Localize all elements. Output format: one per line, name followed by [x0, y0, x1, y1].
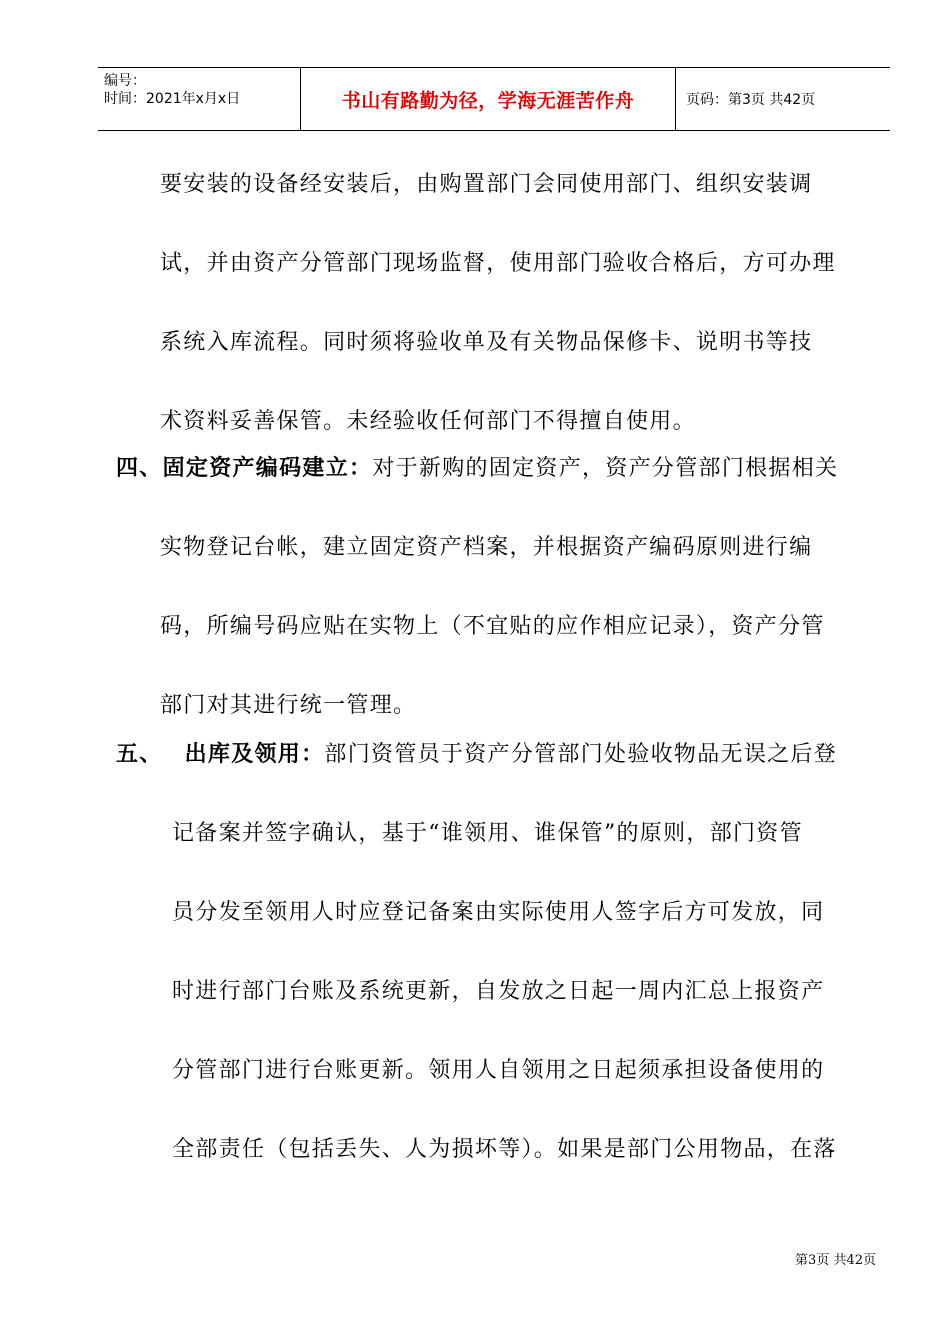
time-label: 时间：2021年x月x日 [104, 91, 241, 107]
text-line: 分管部门进行台账更新。领用人自领用之日起须承担设备使用的 [172, 1058, 825, 1083]
text-run: 部门资管员于资产分管部门处验收物品无误之后登 [324, 742, 838, 767]
paragraph-acceptance [160, 145, 836, 461]
header-meta [98, 68, 301, 130]
text-line: 术资料妥善保管。未经验收任何部门不得擅自使用。 [160, 409, 696, 434]
text-run: 对于新购的固定资产，资产分管部门根据相关 [372, 456, 839, 481]
section-four-heading: 四、固定资产编码建立： [116, 455, 373, 481]
section-four-first-line [116, 429, 838, 508]
section-five [116, 715, 837, 1189]
section-four [116, 429, 838, 745]
section-five-first-line [116, 715, 837, 794]
text-line: 部门对其进行统一管理。 [160, 693, 417, 718]
text-line: 全部责任（包括丢失、人为损坏等）。如果是部门公用物品，在落 [172, 1137, 837, 1162]
text-line: 试，并由资产分管部门现场监督，使用部门验收合格后，方可办理 [160, 251, 836, 276]
page-footer: 第3页 共42页 [795, 1253, 876, 1268]
text-line: 员分发至领用人时应登记备案由实际使用人签字后方可发放，同 [172, 900, 825, 925]
number-label: 编号： [104, 73, 146, 89]
header-page-info: 页码：第3页 共42页 [686, 92, 816, 108]
section-five-heading: 出库及领用： [184, 741, 325, 767]
text-line: 系统入库流程。同时须将验收单及有关物品保修卡、说明书等技 [160, 330, 813, 355]
text-line: 要安装的设备经安装后，由购置部门会同使用部门、组织安装调 [160, 172, 813, 197]
section-five-number: 五、 [116, 741, 163, 767]
header-motto: 书山有路勤为径，学海无涯苦作舟 [301, 68, 676, 130]
text-line: 实物登记台帐，建立固定资产档案，并根据资产编码原则进行编 [160, 535, 813, 560]
text-line: 记备案并签字确认，基于“谁领用、谁保管”的原则，部门资管 [172, 821, 803, 846]
text-line: 码，所编号码应贴在实物上（不宜贴的应作相应记录），资产分管 [160, 614, 825, 639]
page-header [98, 67, 890, 131]
text-line: 时进行部门台账及系统更新，自发放之日起一周内汇总上报资产 [172, 979, 825, 1004]
